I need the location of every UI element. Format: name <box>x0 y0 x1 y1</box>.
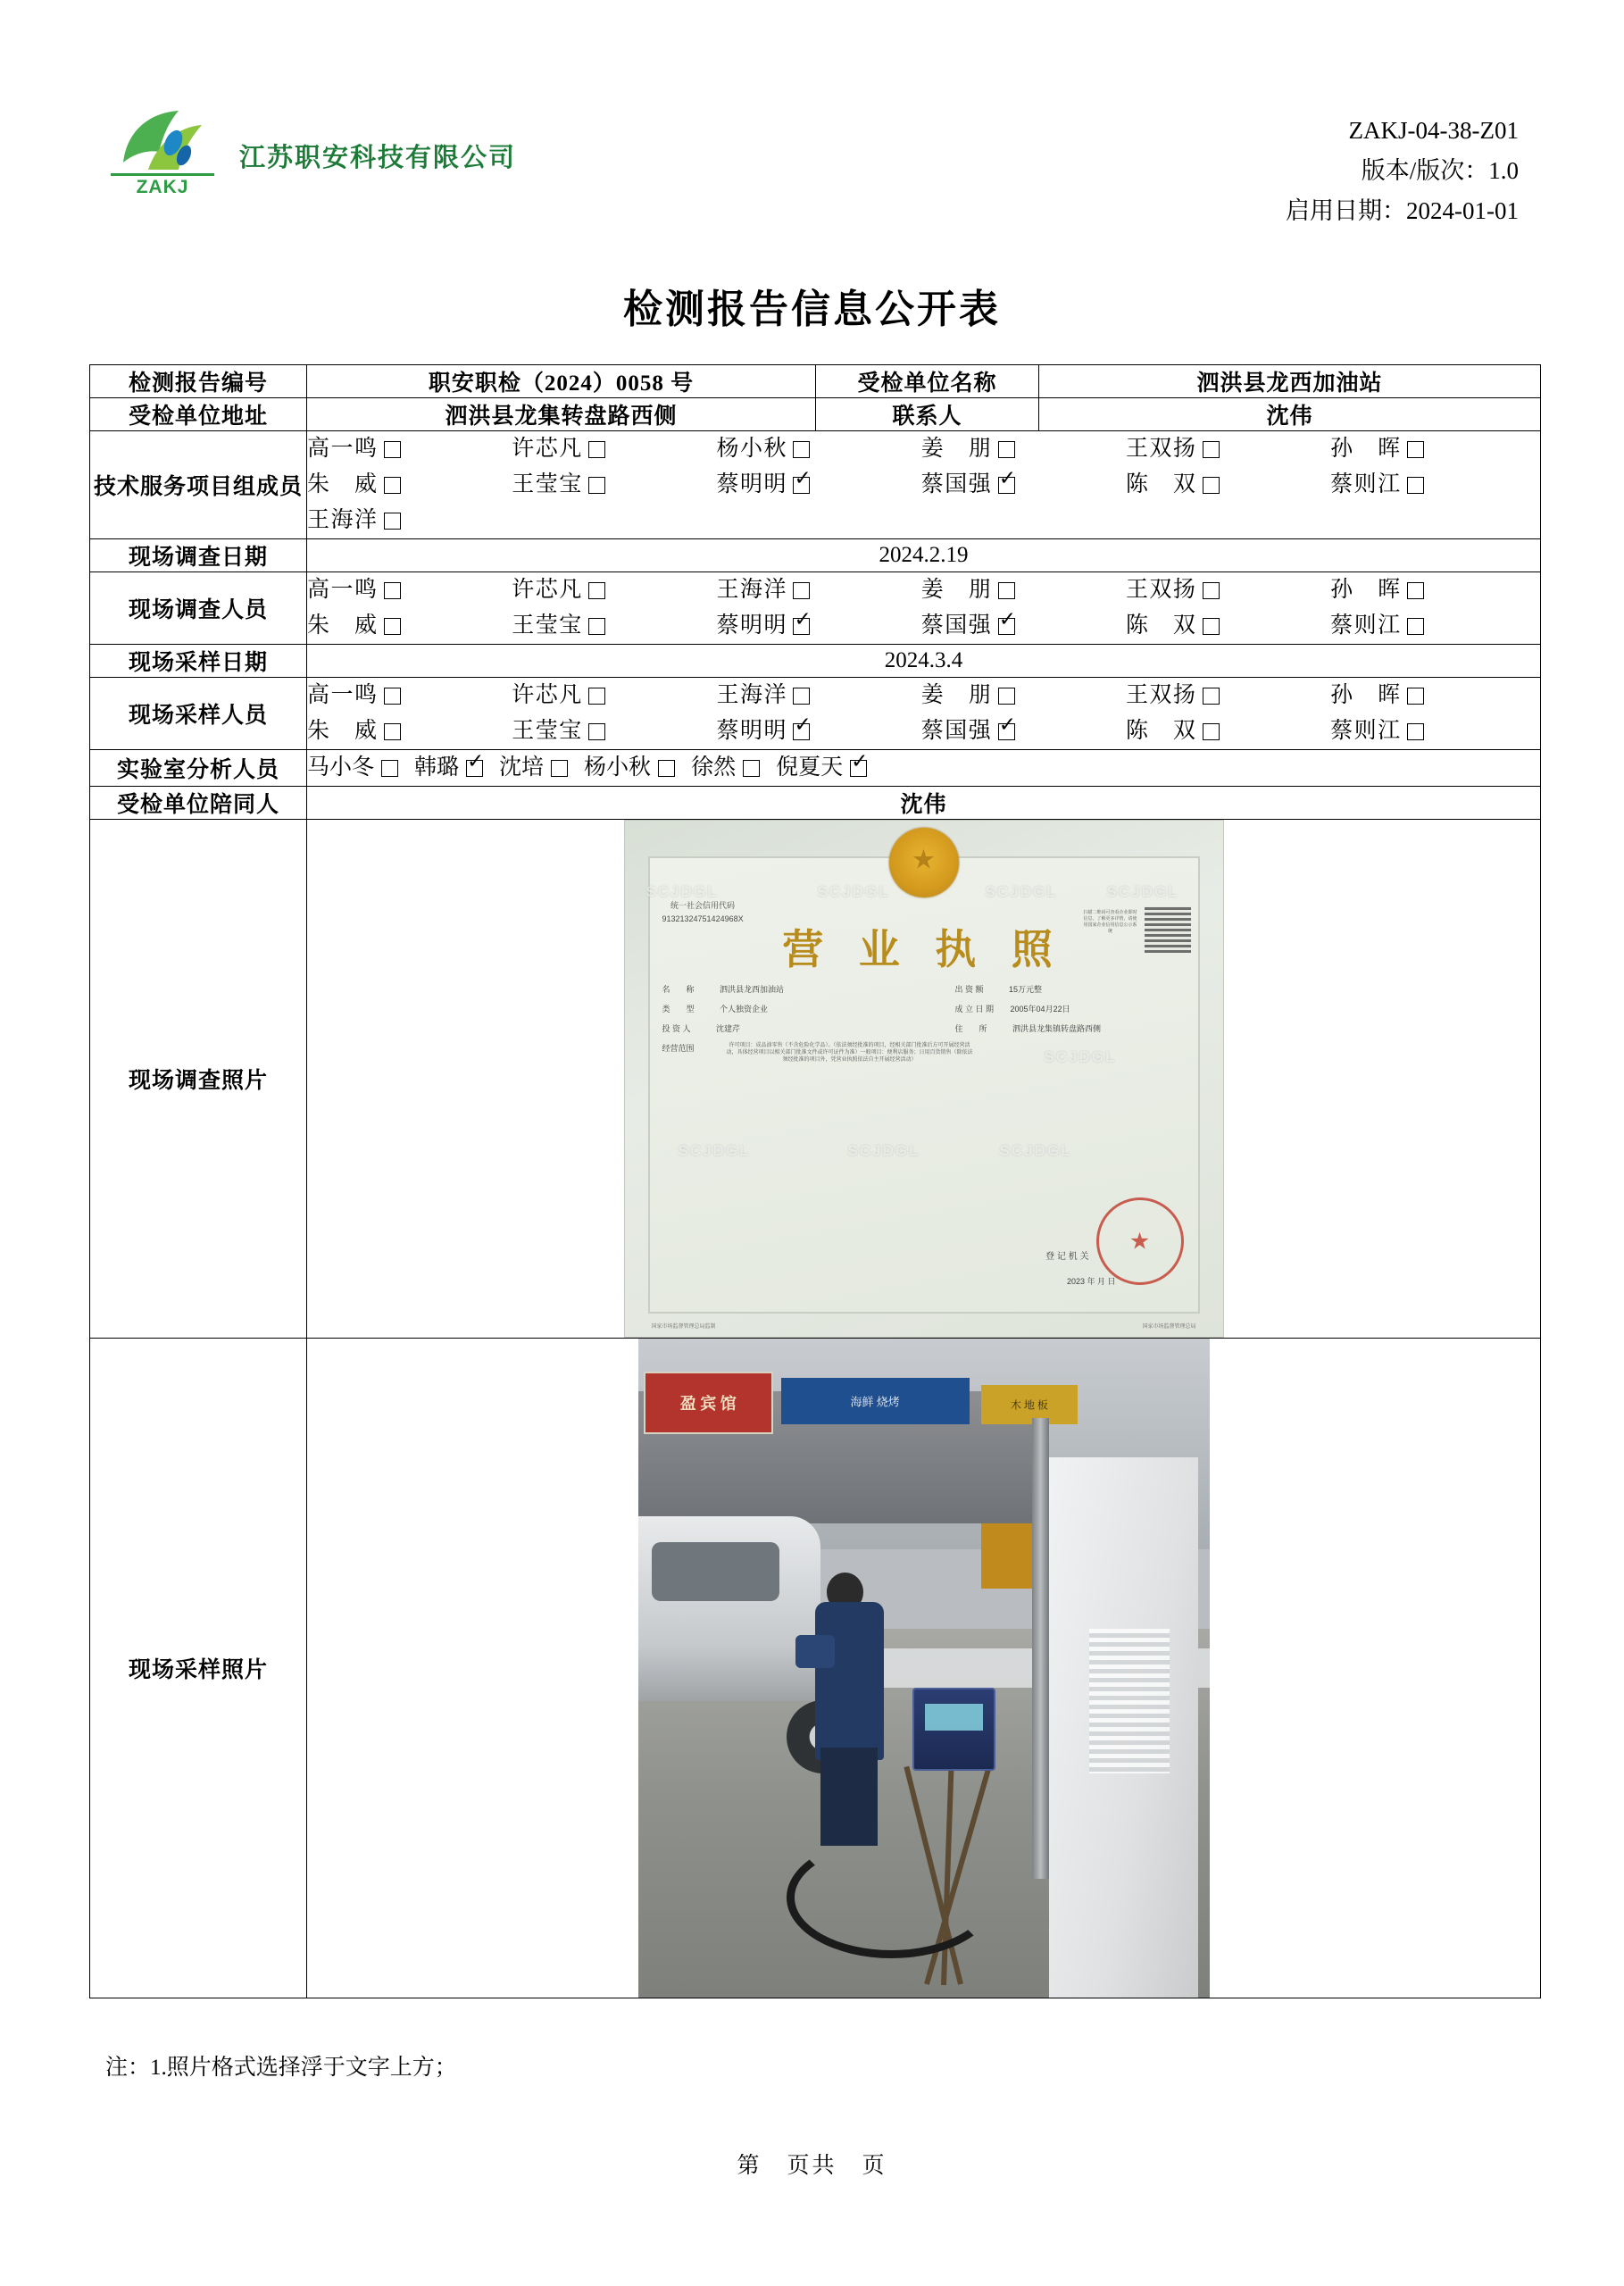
person-name: 沈培 <box>499 755 545 780</box>
person-name: 杨小秋 <box>716 437 787 461</box>
checkbox-unchecked[interactable] <box>384 441 401 458</box>
person-name: 陈 双 <box>1125 472 1195 496</box>
watermark: SCJDGL <box>817 883 890 900</box>
table-row <box>90 572 1541 645</box>
sampling-staff-label: 现场采样人员 <box>90 678 307 750</box>
person-checkbox[interactable] <box>1126 678 1330 713</box>
checkbox-unchecked[interactable] <box>998 441 1015 458</box>
logo-divider <box>111 173 214 176</box>
business-license-photo <box>624 820 1224 1338</box>
license-investor-value: 沈建芹 <box>716 1024 741 1033</box>
accompany-value: 沈伟 <box>307 787 1541 820</box>
checkbox-unchecked[interactable] <box>1407 477 1424 494</box>
survey-staff-label: 现场调查人员 <box>90 572 307 645</box>
checkbox-unchecked[interactable] <box>1407 618 1424 635</box>
checkbox-unchecked[interactable] <box>588 477 605 494</box>
checkbox-unchecked[interactable] <box>998 582 1015 599</box>
person-name: 姜 朋 <box>920 578 991 602</box>
watermark: SCJDGL <box>999 1142 1072 1159</box>
checkbox-unchecked[interactable] <box>1203 688 1220 705</box>
checkbox-unchecked[interactable] <box>743 760 760 777</box>
company-name: 江苏职安科技有限公司 <box>239 143 517 172</box>
person-name: 许芯凡 <box>512 578 582 602</box>
license-setup-value: 2005年04月22日 <box>1010 1005 1070 1014</box>
zakj-logo-icon <box>105 105 220 205</box>
sampling-photo-label: 现场采样照片 <box>90 1339 307 1998</box>
license-capital-label: 出 资 额 <box>954 985 984 994</box>
person-checkbox[interactable] <box>1330 608 1535 644</box>
license-footer-right: 国家市场监督管理总局 <box>1142 1324 1196 1330</box>
person-name: 许芯凡 <box>512 683 582 707</box>
person-checkbox[interactable] <box>307 431 512 467</box>
person-checkbox[interactable] <box>1330 678 1535 713</box>
checkbox-checked[interactable] <box>466 760 483 777</box>
person-checkbox[interactable] <box>921 713 1126 749</box>
checkbox-unchecked[interactable] <box>793 582 810 599</box>
license-qr-note: 扫描二维码可查看企业即时信息，了解更多详情，请使用国家企业信用信息公示系统 <box>1083 910 1137 934</box>
person-name: 王双扬 <box>1125 437 1195 461</box>
license-date: 2023 年 月 日 <box>1066 1277 1116 1286</box>
checkbox-unchecked[interactable] <box>1407 723 1424 740</box>
report-info-table <box>89 364 1541 1998</box>
person-name: 马小冬 <box>307 755 375 780</box>
person-checkbox[interactable] <box>512 608 716 644</box>
checkbox-unchecked[interactable] <box>1203 582 1220 599</box>
sampling-date-label: 现场采样日期 <box>90 645 307 678</box>
person-checkbox[interactable] <box>716 467 920 503</box>
person-name: 姜 朋 <box>920 683 991 707</box>
license-type-label: 类 型 <box>662 1005 695 1014</box>
person-checkbox[interactable] <box>921 678 1126 713</box>
doc-code: ZAKJ-04-38-Z01 <box>1348 117 1519 144</box>
license-registry-label: 登 记 机 关 <box>1045 1252 1089 1262</box>
person-checkbox[interactable] <box>512 467 716 503</box>
license-code-value: 91321324751424968X <box>662 914 744 923</box>
contact-value: 沈伟 <box>1039 398 1541 431</box>
client-address-label: 受检单位地址 <box>90 398 307 431</box>
worker-legs <box>820 1748 878 1847</box>
checkbox-unchecked[interactable] <box>658 760 675 777</box>
table-row <box>90 750 1541 787</box>
checkbox-unchecked[interactable] <box>588 582 605 599</box>
person-checkbox[interactable] <box>921 608 1126 644</box>
sampling-hose <box>787 1837 997 1958</box>
page-header <box>105 105 1519 224</box>
person-checkbox[interactable] <box>512 713 716 749</box>
sampling-device <box>912 1688 996 1771</box>
checkbox-unchecked[interactable] <box>1203 441 1220 458</box>
license-type-value: 个人独资企业 <box>720 1005 769 1014</box>
checkbox-unchecked[interactable] <box>381 760 398 777</box>
person-name: 王海洋 <box>716 578 787 602</box>
table-row <box>90 431 1541 539</box>
checkbox-unchecked[interactable] <box>1407 688 1424 705</box>
person-name: 王海洋 <box>307 508 377 532</box>
person-checkbox[interactable] <box>921 467 1126 503</box>
watermark: SCJDGL <box>847 1142 920 1159</box>
canopy-post <box>1032 1418 1049 1880</box>
person-name: 王莹宝 <box>512 472 582 496</box>
table-row <box>90 645 1541 678</box>
report-no-label: 检测报告编号 <box>90 365 307 398</box>
checkbox-unchecked[interactable] <box>384 477 401 494</box>
person-name: 蔡明明 <box>716 719 787 743</box>
table-row <box>90 820 1541 1339</box>
page-title: 检测报告信息公开表 <box>623 288 1001 331</box>
checkbox-checked[interactable] <box>793 618 810 635</box>
survey-date-value: 2024.2.19 <box>307 539 1541 572</box>
doc-effective-date: 启用日期：2024-01-01 <box>1286 197 1519 224</box>
checkbox-unchecked[interactable] <box>588 441 605 458</box>
license-footer-left: 国家市场监督管理总局监制 <box>651 1324 716 1330</box>
sampling-photo-cell <box>307 1339 1541 1998</box>
checkbox-row <box>307 678 1540 713</box>
person-name: 朱 威 <box>307 472 377 496</box>
document-meta <box>1286 111 1519 231</box>
company-logo-block <box>105 105 516 205</box>
person-checkbox[interactable] <box>584 750 675 786</box>
survey-date-label: 现场调查日期 <box>90 539 307 572</box>
checkbox-unchecked[interactable] <box>1407 582 1424 599</box>
person-checkbox[interactable] <box>512 431 716 467</box>
hotel-sign <box>644 1372 773 1434</box>
checkbox-unchecked[interactable] <box>551 760 568 777</box>
person-name: 王莹宝 <box>512 719 582 743</box>
person-checkbox[interactable] <box>1126 713 1330 749</box>
person-name: 高一鸣 <box>307 683 377 707</box>
person-name: 王双扬 <box>1125 683 1195 707</box>
watermark: SCJDGL <box>985 883 1058 900</box>
license-title: 营 业 执 照 <box>782 927 1065 972</box>
checkbox-row <box>307 503 1540 538</box>
table-row <box>90 539 1541 572</box>
person-checkbox[interactable] <box>512 678 716 713</box>
checkbox-unchecked[interactable] <box>1203 618 1220 635</box>
person-name: 孙 晖 <box>1330 437 1401 461</box>
license-capital-row <box>955 983 1043 995</box>
person-checkbox[interactable] <box>307 572 512 608</box>
accompany-label: 受检单位陪同人 <box>90 787 307 820</box>
license-name-value: 泗洪县龙西加油站 <box>720 985 785 994</box>
person-name: 王海洋 <box>716 683 787 707</box>
checkbox-unchecked[interactable] <box>384 513 401 530</box>
person-name: 朱 威 <box>307 719 377 743</box>
national-emblem-icon <box>889 828 959 897</box>
person-checkbox[interactable] <box>512 572 716 608</box>
person-checkbox[interactable] <box>499 750 568 786</box>
person-name: 朱 威 <box>307 613 377 638</box>
worker-arm <box>795 1635 836 1668</box>
checkbox-unchecked[interactable] <box>384 582 401 599</box>
person-checkbox[interactable] <box>1126 572 1330 608</box>
person-name: 陈 双 <box>1125 613 1195 638</box>
checkbox-checked[interactable] <box>793 723 810 740</box>
sampling-date-value: 2024.3.4 <box>307 645 1541 678</box>
person-name: 蔡则江 <box>1330 613 1401 638</box>
excavator <box>981 1523 1038 1589</box>
tech-team-checkboxes[interactable] <box>307 431 1541 539</box>
table-row <box>90 1339 1541 1998</box>
person-name: 蔡则江 <box>1330 719 1401 743</box>
watermark: SCJDGL <box>645 883 719 900</box>
table-row <box>90 398 1541 431</box>
report-no-value: 职安职检（2024）0058 号 <box>307 365 816 398</box>
checkbox-checked[interactable] <box>998 477 1015 494</box>
checkbox-checked[interactable] <box>998 618 1015 635</box>
person-name: 蔡明明 <box>716 472 787 496</box>
license-name-row <box>662 983 785 995</box>
license-investor-row <box>662 1022 741 1034</box>
checkbox-unchecked[interactable] <box>588 688 605 705</box>
person-name: 倪夏天 <box>776 755 844 780</box>
checkbox-unchecked[interactable] <box>384 723 401 740</box>
checkbox-unchecked[interactable] <box>588 723 605 740</box>
person-name: 蔡国强 <box>920 613 991 638</box>
person-name: 高一鸣 <box>307 437 377 461</box>
contact-label: 联系人 <box>816 398 1039 431</box>
person-checkbox[interactable] <box>307 608 512 644</box>
lab-staff-label: 实验室分析人员 <box>90 750 307 787</box>
qr-code-icon <box>1145 906 1191 953</box>
person-name: 陈 双 <box>1125 719 1195 743</box>
checkbox-unchecked[interactable] <box>793 441 810 458</box>
sampling-scene-photo <box>638 1339 1210 1998</box>
person-name: 徐然 <box>691 755 737 780</box>
floorboard-sign <box>981 1385 1079 1424</box>
official-seal-icon <box>1096 1197 1184 1285</box>
restaurant-sign <box>781 1378 970 1424</box>
person-checkbox[interactable] <box>1126 467 1330 503</box>
lab-staff-checkboxes[interactable] <box>307 750 1541 787</box>
client-name-label: 受检单位名称 <box>816 365 1039 398</box>
person-checkbox[interactable] <box>716 608 920 644</box>
logo-text: ZAKJ <box>136 177 189 197</box>
doc-version: 版本/版次：1.0 <box>1361 157 1519 184</box>
checkbox-row <box>307 750 1540 786</box>
leaf-icon <box>116 107 209 173</box>
license-type-row <box>662 1003 769 1014</box>
person-name: 杨小秋 <box>584 755 652 780</box>
person-checkbox[interactable] <box>1330 572 1535 608</box>
checkbox-unchecked[interactable] <box>384 688 401 705</box>
person-name: 王莹宝 <box>512 613 582 638</box>
table-row <box>90 678 1541 750</box>
checkbox-unchecked[interactable] <box>588 618 605 635</box>
person-checkbox[interactable] <box>1330 467 1535 503</box>
checkbox-unchecked[interactable] <box>1407 441 1424 458</box>
license-address-value: 泗洪县龙集镇转盘路西侧 <box>1012 1024 1102 1033</box>
person-checkbox[interactable] <box>414 750 483 786</box>
person-checkbox[interactable] <box>307 750 398 786</box>
person-name: 蔡明明 <box>716 613 787 638</box>
license-setup-label: 成 立 日 期 <box>954 1005 995 1014</box>
person-name: 蔡国强 <box>920 719 991 743</box>
sampling-staff-checkboxes[interactable] <box>307 678 1541 750</box>
survey-photo-label: 现场调查照片 <box>90 820 307 1339</box>
checkbox-unchecked[interactable] <box>384 618 401 635</box>
license-address-label: 住 所 <box>954 1024 987 1033</box>
license-setup-row <box>955 1003 1070 1014</box>
worker-body <box>815 1602 884 1760</box>
person-name: 蔡则江 <box>1330 472 1401 496</box>
table-row <box>90 365 1541 398</box>
person-name: 韩璐 <box>414 755 460 780</box>
license-name-label: 名 称 <box>662 985 695 994</box>
person-checkbox[interactable] <box>776 750 867 786</box>
person-name: 王双扬 <box>1125 578 1195 602</box>
pillar-vents <box>1089 1629 1170 1773</box>
person-name: 姜 朋 <box>920 437 991 461</box>
person-checkbox[interactable] <box>1126 608 1330 644</box>
person-name: 孙 晖 <box>1330 578 1401 602</box>
car <box>638 1516 821 1701</box>
person-checkbox[interactable] <box>691 750 760 786</box>
watermark: SCJDGL <box>1044 1048 1117 1065</box>
checkbox-row <box>307 467 1540 503</box>
license-capital-value: 15万元整 <box>1009 985 1043 994</box>
tech-team-label: 技术服务项目组成员 <box>90 431 307 539</box>
license-code-block <box>662 899 744 926</box>
car-window <box>652 1542 779 1601</box>
footnote: 注：1.照片格式选择浮于文字上方； <box>105 2056 457 2080</box>
license-address-row <box>955 1022 1102 1034</box>
person-name: 孙 晖 <box>1330 683 1401 707</box>
client-name-value: 泗洪县龙西加油站 <box>1039 365 1541 398</box>
checkbox-unchecked[interactable] <box>793 688 810 705</box>
person-checkbox[interactable] <box>1126 431 1330 467</box>
checkbox-row <box>307 713 1540 749</box>
license-code-label: 统一社会信用代码 <box>670 901 736 910</box>
person-checkbox[interactable] <box>1330 431 1535 467</box>
person-checkbox[interactable] <box>921 572 1126 608</box>
license-footer <box>652 1322 1196 1330</box>
person-name: 蔡国强 <box>920 472 991 496</box>
checkbox-unchecked[interactable] <box>998 688 1015 705</box>
license-investor-label: 投 资 人 <box>662 1024 691 1033</box>
person-name: 高一鸣 <box>307 578 377 602</box>
person-checkbox[interactable] <box>716 572 920 608</box>
person-checkbox[interactable] <box>1330 713 1535 749</box>
checkbox-checked[interactable] <box>850 760 867 777</box>
checkbox-row <box>307 608 1540 644</box>
person-checkbox[interactable] <box>921 431 1126 467</box>
checkbox-checked[interactable] <box>998 723 1015 740</box>
license-scope-label: 经营范围 <box>662 1044 695 1053</box>
client-address-value: 泗洪县龙集转盘路西侧 <box>307 398 816 431</box>
watermark: SCJDGL <box>678 1142 751 1159</box>
person-checkbox[interactable] <box>307 713 512 749</box>
survey-photo-cell <box>307 820 1541 1339</box>
person-checkbox[interactable] <box>307 467 512 503</box>
license-scope-value: 许可项目：成品油零售（不含危险化学品）。（依法须经批准的项目，经相关部门批准后方可开展经营活动，具体经营项目以相关部门批准文件或许可证件为准）一般项目：便利店服务；日用百货销售（除依法须经批准的项目外，凭营业执照依法自主开展经营活动） <box>726 1043 973 1063</box>
person-checkbox[interactable] <box>307 678 512 713</box>
person-checkbox[interactable] <box>716 431 920 467</box>
person-checkbox[interactable] <box>307 503 401 538</box>
watermark: SCJDGL <box>1106 883 1179 900</box>
page-footer: 第 页共 页 <box>737 2154 887 2178</box>
person-checkbox[interactable] <box>716 713 920 749</box>
checkbox-checked[interactable] <box>793 477 810 494</box>
checkbox-row <box>307 431 1540 467</box>
table-row <box>90 787 1541 820</box>
survey-staff-checkboxes[interactable] <box>307 572 1541 645</box>
checkbox-unchecked[interactable] <box>1203 723 1220 740</box>
checkbox-unchecked[interactable] <box>1203 477 1220 494</box>
person-checkbox[interactable] <box>716 678 920 713</box>
checkbox-row <box>307 572 1540 608</box>
person-name: 许芯凡 <box>512 437 582 461</box>
